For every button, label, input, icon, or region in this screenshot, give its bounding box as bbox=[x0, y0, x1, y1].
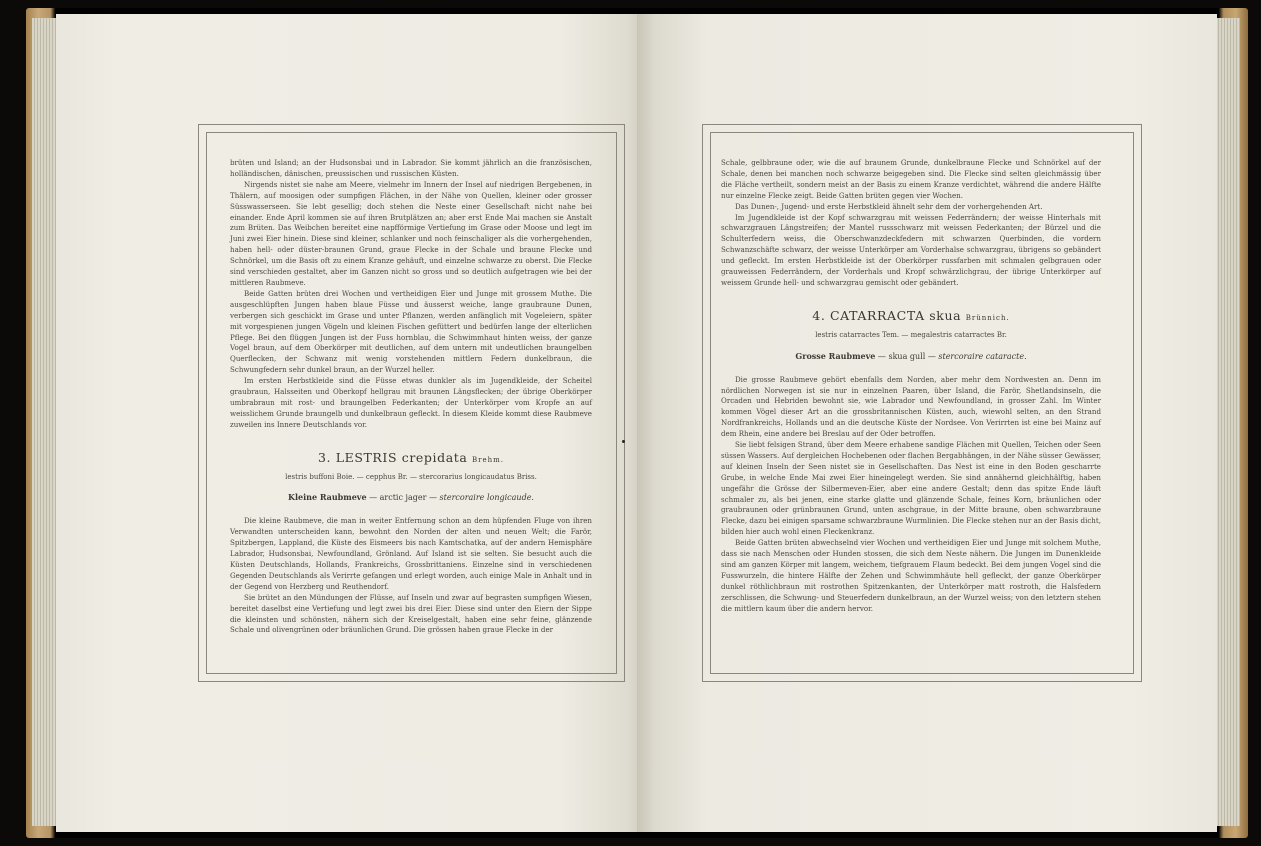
right-page bbox=[637, 14, 1217, 832]
right-page-text bbox=[721, 158, 1101, 615]
section-heading: 4. CATARRACTA skua Brünnich. bbox=[812, 307, 1010, 323]
left-page-text bbox=[230, 158, 592, 636]
open-book bbox=[26, 8, 1248, 838]
paragraph: Sie liebt felsigen Strand, über dem Meere erhabene sandige Flächen mit Quellen, Teichen oder Seen süssen Wassers. Auf dergleichen Hochebenen oder flachen Bergabhängen, in der Nähe süsser Gewässer, auf kleinen Inseln der Seen nistet sie in Gesellschaften. Das Nest ist eine in den Boden gescharrte Grube, in welche Ende Mai zwei Eier hineingelegt werden. Sie sind annähernd gleichhälftig, haben ungefähr die Grösse der Silbermeven-Eier, aber eine andere Gestalt; denn das spitze Ende läuft schmaler zu, als bei jenen, eine starke glatte und glänzende Schale, feines Korn, bräunlichen oder graubraunen oder grünbraunen Grund, unten aschgraue, in der Mitte braune, oben schwarzbraune Flecke, dazu bei einigen sparsame schwarzbraune Wurmlinien. Die Flecke stehen nur an der Basis dicht, bilden hier auch wohl einen Fleckenkranz. bbox=[721, 440, 1101, 537]
paragraph: Im Jugendkleide ist der Kopf schwarzgrau mit weissen Federrändern; der weisse Hinterhals mit schwarzgrauen Längstreifen; der Mantel russschwarz mit weissen Federkanten; der Bürzel und die Schulterfedern weiss, die Oberschwanzdeckfedern mit schwarzen Querbinden, die vordern Schwanzschäfte schwarz, der weisse Unterkörper am Vorderhalse schwarzgrau, übrigens so gebändert und gefleckt. Im ersten Herbstkleide ist der Oberkörper russfarben mit schmalen gelbgrauen oder grauweissen Federrändern, der Vorderhals und Kropf schwärzlichgrau, der übrige Unterkörper auf weissem Grunde hell- und schwarzgrau gemischt oder gebändert. bbox=[721, 212, 1101, 287]
synonyms: lestris buffoni Boie. — cepphus Br. — stercorarius longicaudatus Briss. bbox=[285, 472, 537, 481]
paragraph: Die grosse Raubmeve gehört ebenfalls dem Norden, aber mehr dem Nordwesten an. Denn im nördlichen Norwegen ist sie nur in einzelnen Paaren, über Island, die Farör, Shetlandsinseln, die Orcaden und Hebriden bewohnt sie, wie Labrador und Newfoundland, in grosser Zahl. Im Winter kommen Vögel dieser Art an die grossbritannischen Küsten, auch, wiewohl selten, an den Strand Nordfrankreichs, Hollands und an die deutsche Küste der Nordsee. Von Verirrten ist eine bei Mainz auf dem Rhein, eine andere bei Breslau auf der Oder betroffen. bbox=[721, 374, 1101, 439]
paragraph: Beide Gatten brüten drei Wochen und vertheidigen Eier und Junge mit grossem Muthe. Die ausgeschlüpften Jungen haben blaue Füsse und äusserst weiche, lange graubraune Dunen, verbergen sich geschickt im Grase und unter Pflanzen, werden anfänglich mit Vogeleiern, später mit vorgespienen jungen Vögeln und kleinen Fischen gefüttert und bedürfen lange der elterlichen Pflege. Bei den flüggen Jungen ist der Fuss hornblau, die Schwimmhaut hinten weiss, der ganze Vogel braun, auf dem Oberkörper mit deutlichen, auf dem untern mit undeutlichen braungelben Querflecken, der Schwanz mit wenig vorstehenden mittlern Federn dunkelbraun, die Schwungfedern sehr dunkel braun, an der Wurzel heller. bbox=[230, 288, 592, 375]
paragraph: Nirgends nistet sie nahe am Meere, vielmehr im Innern der Insel auf niedrigen Bergebenen, in Thälern, auf moosigen oder sumpfigen Flächen, in der Nähe von Quellen, kleiner oder grosser Süsswasserseen. Sie lebt gesellig; doch stehen die Neste einer Gesellschaft nicht nahe bei einander. Ende April kommen sie auf ihren Brutplätzen an; aber erst Ende Mai machen sie Anstalt zum Brüten. Das Weibchen bereitet eine napfförmige Vertiefung im Grase oder Moose und legt im Juni zwei Eier hinein. Diese sind kleiner, schlanker und noch feinschaliger als die vorhergehenden, haben hell- oder düster-braunen Grund, graue Flecke in der Schale und braune Flecke und Schnörkel, um die Basis oft zu einem Kranze gehäuft, und einzelne schwarze zu oberst. Die Flecke sind verschieden gestaltet, aber im Ganzen nicht so gross und so deutlich aufgetragen wie bei der mittleren Raubmeve. bbox=[230, 179, 592, 287]
vernacular-names: Grosse Raubmeve — skua gull — stercoraire cataracte. bbox=[795, 350, 1027, 361]
paragraph: Im ersten Herbstkleide sind die Füsse etwas dunkler als im Jugendkleide, der Scheitel graubraun, Halsseiten und Oberkopf hellgrau mit braunen Längsflecken; der übrige Oberkörper umbrabraun mit rost- und braungelben Federkanten; der Unterkörper vom Kropfe an auf weisslichem Grunde braungelb und dunkelbraun gefleckt. In diesem Kleide kommt diese Raubmeve zuweilen ins Innere Deutschlands vor. bbox=[230, 376, 592, 429]
vernacular-names: Kleine Raubmeve — arctic jager — stercoraire longicaude. bbox=[288, 492, 534, 503]
paragraph: brüten und Island; an der Hudsonsbai und in Labrador. Sie kommt jährlich an die französischen, holländischen, dänischen, preussischen und russischen Küsten. bbox=[230, 158, 592, 178]
gutter-mark bbox=[622, 440, 625, 443]
paragraph: Sie brütet an den Mündungen der Flüsse, auf Inseln und zwar auf begrasten sumpfigen Wiesen, bereitet daselbst eine Vertiefung und legt zwei bis drei Eier. Diese sind unter den Eiern der Sippe die kleinsten und schönsten, nähern sich der Kreiselgestalt, haben eine sehr feine, glänzende Schale und olivengrünen oder bräunlichen Grund. Die grössen haben graue Flecke in der bbox=[230, 592, 592, 635]
section-heading: 3. LESTRIS crepidata Brehm. bbox=[317, 449, 505, 465]
synonyms: lestris catarractes Tem. — megalestris catarractes Br. bbox=[815, 330, 1007, 339]
paragraph: Beide Gatten brüten abwechselnd vier Wochen und vertheidigen Eier und Junge mit solchem Muthe, dass sie nach Menschen oder Hunden stossen, die sich dem Neste nähern. Die Jungen im Dunenkleide sind am ganzen Körper mit langem, weichem, tiefgrauem Flaum bedeckt. Bei dem jungen Vogel sind die Fusswurzeln, die hintere Hälfte der Zehen und Schwimmhäute hell gefleckt, der ganze Oberkörper dunkel röthlichbraun mit rostrothen Spitzenkanten, der Unterkörper matt rostroth, die Halsfedern zerschlissen, die Schwung- und Steuerfedern dunkelbraun, an der Wurzel weiss; von den letztern stehen die mittlern kaum über die andern hervor. bbox=[721, 538, 1101, 613]
page-stack-left bbox=[32, 18, 58, 826]
left-page bbox=[56, 14, 651, 832]
paragraph: Die kleine Raubmeve, die man in weiter Entfernung schon an dem hüpfenden Fluge von ihren Verwandten unterscheiden kann, bewohnt den Norden der alten und neuen Welt; die Farör, Spitzbergen, Lappland, die Küste des Eismeers bis nach Kamtschatka, auf der andern Hemisphäre Labrador, Hudsonsbai, Newfoundland, Grönland. Auf Island ist sie selten. Sie besucht auch die Küsten Deutschlands, Hollands, Frankreichs, Grossbrittaniens. Einzelne sind in verschiedenen Gegenden Deutschlands als Verirrte gefangen und erlegt worden, auch einige Male in Anhalt und in der Gegend von Herzberg und Reuthendorf. bbox=[230, 516, 592, 591]
page-stack-right bbox=[1216, 18, 1240, 826]
paragraph: Das Dunen-, Jugend- und erste Herbstkleid ähnelt sehr dem der vorhergehenden Art. bbox=[735, 201, 1043, 211]
paragraph: Schale, gelbbraune oder, wie die auf braunem Grunde, dunkelbraune Flecke und Schnörkel auf der Schale, denen bei manchen noch schwarze beigegeben sind. Die Flecke sind selten gleichmässig über die Fläche vertheilt, sondern meist an der Basis zu einem Kranze verdichtet, während die andere Hälfte nur einzelne Flecke zeigt. Beide Gatten brüten gegen vier Wochen. bbox=[721, 158, 1101, 200]
